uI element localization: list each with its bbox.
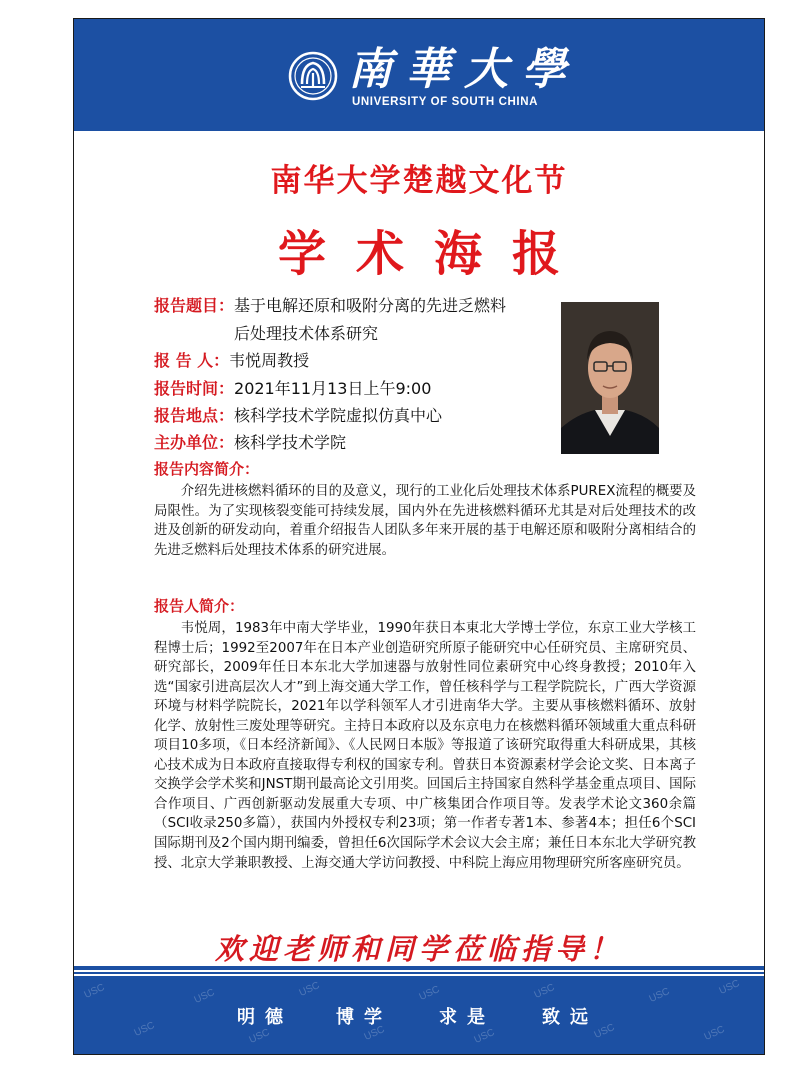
bio-line: 理等研究。主持日本政府以及东京电力在核燃料循环领域重大重点科研项目10多	[154, 718, 697, 754]
poster-title: 学术海报	[277, 226, 590, 282]
place-value: 核科学技术学院虚拟仿真中心	[234, 406, 443, 425]
content-line: PUREX流程的概要及局限性。为了实现核裂变能可持续发展，国内外在先进核	[154, 484, 696, 519]
topic-row	[154, 296, 506, 316]
usc-watermark: USC	[132, 1020, 157, 1039]
poster-header	[74, 19, 764, 131]
speaker-row	[154, 351, 309, 371]
university-chinese-name: 南華大學	[348, 44, 580, 95]
topic-label: 报告题目：	[154, 296, 235, 315]
topic-line1: 基于电解还原和吸附分离的先进乏燃料	[234, 296, 507, 315]
usc-watermark: USC	[362, 1024, 387, 1043]
bio-line: 曾担任6次国际学术会议大会主席；兼任日本东北大学研究教授、北京大学兼职	[154, 836, 696, 871]
usc-watermark: USC	[82, 982, 107, 1001]
host-row	[154, 433, 346, 453]
usc-watermark: USC	[532, 982, 557, 1001]
motto-item: 求是	[439, 1007, 495, 1028]
host-value: 核科学技术学院	[234, 433, 347, 452]
usc-watermark: USC	[717, 978, 742, 997]
bio-line: 作，曾任核科学与工程学院院长，广西大学资源环境与材料学院院长，2021年	[154, 679, 697, 715]
content-line: 年来开展的基于电解还原和吸附分离相结合的先进乏燃料后处理技术体系的研究	[154, 523, 697, 558]
bio-line: 项，《日本经济新闻》、《人民网日本版》等报道了该研究取得重大科研成果，	[212, 738, 669, 754]
place-row	[154, 406, 442, 426]
usc-watermark: USC	[472, 1027, 497, 1046]
festival-title: 南华大学楚越文化节	[270, 163, 568, 199]
bio-line: 文奖、日本离子交换学会学术奖和JNST期刊最高论文引用奖。回国后主持国家	[154, 757, 697, 793]
academic-poster	[73, 18, 765, 1055]
usc-watermark: USC	[297, 980, 322, 999]
bio-line: 业大学核工程博士后；1992至2007年在日本产业创造研究所原子能研究中心任	[154, 621, 697, 656]
host-label: 主办单位：	[154, 433, 235, 452]
content-line: 介绍先进核燃料循环的目的及意义，现行的工业化后处理技术体系	[180, 484, 571, 499]
university-logo	[288, 44, 580, 113]
bio-line: 素研究中心终身教授；2010年入选“国家引进高层次人才”到上海交通大学工	[154, 660, 697, 695]
usc-watermark: USC	[417, 984, 442, 1003]
content-line: 燃料循环尤其是对后处理技术的改进及创新的研发动向，着重介绍报告人团队多	[154, 503, 697, 539]
welcome-slogan: 欢迎老师和同学莅临指导！	[214, 932, 623, 966]
usc-watermark: USC	[192, 987, 217, 1006]
bio-line: 自然科学基金重点项目、国际合作项目、广西创新驱动发展重大专项、中广核集	[154, 777, 696, 812]
motto-item: 明德	[237, 1007, 293, 1028]
bio-section-title: 报告人简介：	[154, 597, 245, 615]
poster-footer	[74, 976, 764, 1055]
footer-stripe-hairline	[74, 972, 764, 974]
content-section-title: 报告内容简介：	[154, 460, 260, 478]
university-emblem-icon	[288, 51, 338, 101]
place-label: 报告地点：	[154, 406, 235, 425]
speaker-label: 报 告 人：	[154, 351, 230, 370]
bio-line: 团合作项目等。发表学术论文360余篇（SCI收录250多篇），获国内外授权专利	[154, 796, 697, 832]
time-row	[154, 379, 431, 399]
footer-stripe-thin	[74, 966, 764, 970]
bio-line: 23项；第一作者专著1本、参著4本；担任6个SCI国际期刊及2个国内期刊编委，	[154, 816, 696, 852]
time-label: 报告时间：	[154, 379, 235, 398]
topic-line2: 后处理技术体系研究	[234, 324, 379, 343]
motto-item: 博学	[336, 1007, 392, 1028]
bio-line: 以学科领军人才引进南华大学。主要从事核燃料循环、放射化学、放射性三废处	[154, 699, 697, 734]
bio-text	[154, 619, 696, 873]
content-intro-text	[154, 482, 696, 560]
usc-watermark: USC	[247, 1027, 272, 1046]
content-line: 进展。	[354, 542, 396, 558]
speaker-photo	[561, 302, 659, 454]
university-english-name: UNIVERSITY OF SOUTH CHINA	[352, 96, 539, 108]
time-value: 2021年11月13日上午9:00	[234, 379, 432, 398]
motto-item: 致远	[542, 1007, 598, 1028]
bio-line: 其核心技术成为日本政府直接取得专利权的国家专利。曾获日本资源素材学会论	[154, 738, 697, 773]
usc-watermark: USC	[592, 1022, 617, 1041]
bio-line: 研究员、主席研究员、研究部长，2009年任日本东北大学加速器与放射性同位	[154, 640, 697, 676]
usc-watermark: USC	[702, 1024, 727, 1043]
bio-line: 韦悦周，1983年中南大学毕业，1990年获日本東北大学博士学位，东京工	[180, 621, 629, 636]
usc-watermark: USC	[647, 986, 672, 1005]
speaker-value: 韦悦周教授	[229, 351, 310, 370]
bio-line: 教授、上海交通大学访问教授、中科院上海应用物理研究所客座研究员。	[261, 855, 690, 871]
